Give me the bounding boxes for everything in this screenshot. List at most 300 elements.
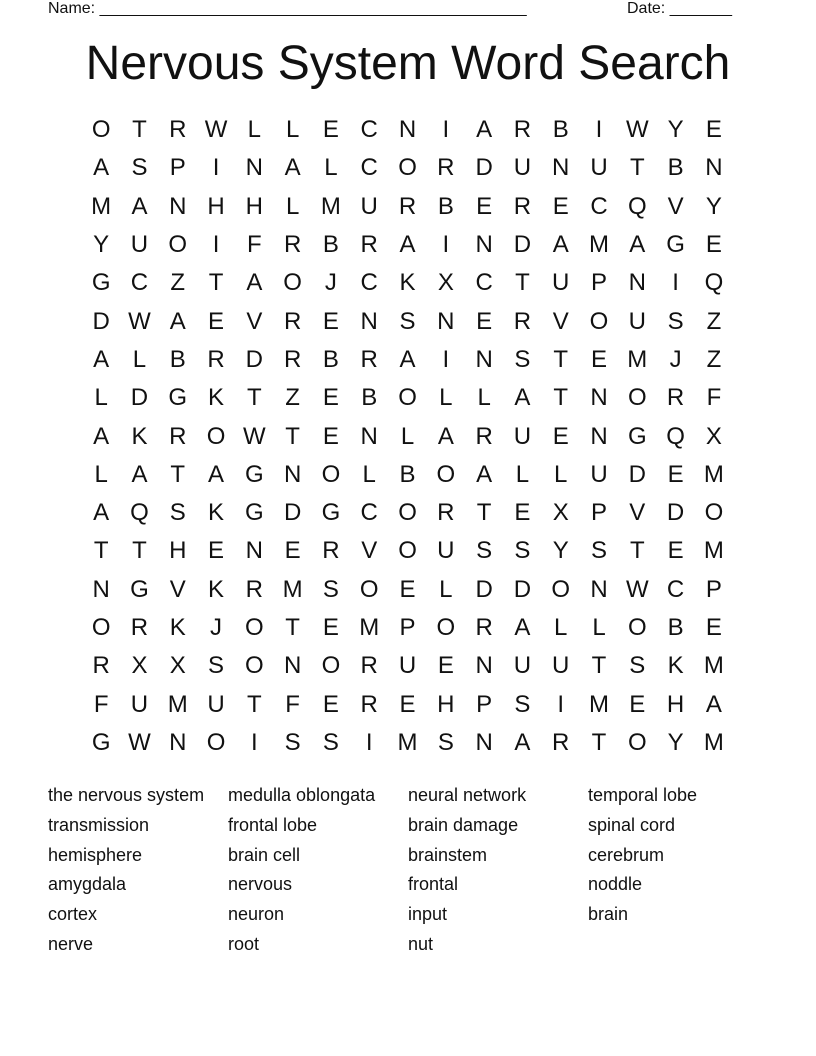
grid-letter: D	[666, 499, 685, 527]
grid-letter: K	[208, 499, 225, 527]
grid-letter: Q	[704, 269, 724, 297]
grid-letter: E	[322, 690, 339, 718]
grid-letter: T	[285, 422, 300, 450]
grid-letter: H	[666, 690, 685, 718]
grid-letter: C	[590, 192, 608, 220]
grid-letter: L	[94, 460, 108, 488]
grid-letter: A	[399, 231, 416, 259]
grid-letter: L	[554, 614, 568, 641]
grid-letter: Q	[666, 422, 685, 450]
grid-letter: R	[475, 422, 493, 450]
grid-letter: O	[321, 652, 341, 680]
grid-letter: S	[322, 728, 339, 756]
grid-letter: M	[91, 192, 112, 220]
grid-letter: I	[442, 116, 450, 144]
grid-letter: N	[169, 192, 187, 220]
date-field-label: Date: _______	[627, 0, 732, 17]
grid-letter: G	[666, 231, 685, 259]
grid-letter: W	[625, 116, 649, 144]
grid-letter: P	[169, 154, 186, 182]
grid-letter: N	[245, 537, 263, 565]
grid-letter: N	[169, 728, 187, 756]
grid-letter: S	[399, 307, 416, 335]
word-list-item: nerve	[48, 933, 94, 954]
word-list-item: cortex	[48, 904, 98, 925]
grid-letter: M	[397, 728, 418, 756]
word-list-item: root	[228, 933, 260, 954]
grid-letter: O	[398, 384, 417, 412]
grid-letter: I	[212, 231, 220, 259]
grid-letter: A	[476, 460, 493, 488]
grid-letter: M	[589, 690, 609, 718]
grid-letter: R	[398, 192, 417, 220]
grid-letter: C	[360, 499, 378, 527]
grid-letter: N	[552, 154, 570, 182]
grid-letter: V	[629, 499, 646, 527]
grid-letter: M	[703, 728, 724, 756]
grid-letter: A	[514, 614, 531, 641]
grid-letter: R	[475, 614, 493, 641]
grid-letter: A	[246, 269, 263, 297]
grid-letter: U	[513, 652, 532, 680]
grid-letter: R	[245, 575, 263, 603]
grid-letter: H	[245, 192, 263, 220]
page-title: Nervous System Word Search	[85, 37, 731, 90]
word-list-item: brain cell	[228, 844, 301, 865]
grid-letter: A	[93, 154, 110, 182]
grid-letter: G	[168, 384, 188, 412]
grid-letter: W	[128, 728, 151, 756]
grid-letter: T	[515, 269, 530, 297]
word-list-item: transmission	[48, 814, 150, 835]
grid-letter: B	[437, 192, 454, 220]
grid-letter: H	[207, 192, 225, 220]
grid-letter: B	[169, 345, 186, 373]
grid-letter: A	[552, 231, 569, 259]
grid-letter: E	[476, 192, 493, 220]
grid-letter: C	[130, 269, 149, 297]
grid-letter: N	[360, 422, 378, 450]
grid-letter: R	[283, 231, 302, 259]
grid-letter: R	[666, 384, 685, 412]
grid-letter: A	[476, 116, 493, 144]
grid-letter: D	[475, 575, 493, 603]
grid-letter: D	[475, 154, 493, 182]
word-list	[48, 781, 768, 960]
grid-letter: N	[360, 307, 378, 335]
grid-letter: V	[361, 537, 378, 565]
grid-letter: U	[513, 154, 532, 182]
grid-letter: R	[513, 192, 532, 220]
word-list-item: neural network	[408, 785, 527, 805]
word-list-item: noddle	[588, 874, 643, 895]
grid-letter: R	[552, 728, 570, 756]
grid-letter: U	[437, 537, 455, 565]
grid-letter: Y	[667, 116, 684, 144]
grid-letter: B	[361, 384, 378, 412]
grid-letter: K	[399, 269, 416, 297]
grid-letter: O	[321, 460, 341, 488]
grid-letter: R	[360, 231, 378, 259]
grid-letter: D	[245, 345, 263, 373]
grid-letter: E	[705, 231, 722, 259]
grid-letter: S	[169, 499, 186, 527]
grid-letter: O	[551, 575, 571, 603]
grid-letter: D	[92, 307, 110, 335]
grid-letter: R	[207, 345, 225, 373]
grid-letter: P	[399, 614, 416, 641]
grid-letter: E	[552, 192, 569, 220]
grid-letter: O	[627, 384, 647, 412]
grid-letter: O	[398, 537, 417, 565]
grid-letter: V	[552, 307, 569, 335]
grid-letter: I	[251, 728, 258, 756]
grid-letter: A	[629, 231, 646, 259]
grid-letter: A	[437, 422, 454, 450]
grid-letter: G	[245, 499, 264, 527]
grid-letter: I	[365, 728, 373, 756]
grid-letter: P	[705, 575, 722, 603]
word-list-item: temporal lobe	[588, 785, 698, 805]
word-list-item: medulla oblongata	[228, 785, 376, 805]
grid-letter: R	[283, 307, 302, 335]
grid-letter: W	[204, 116, 228, 144]
grid-letter: T	[247, 690, 262, 718]
grid-letter: V	[246, 307, 263, 335]
grid-letter: N	[283, 460, 302, 488]
grid-letter: E	[667, 537, 684, 565]
grid-letter: M	[282, 575, 303, 603]
word-list-item: brain damage	[408, 814, 519, 835]
grid-letter: S	[437, 728, 454, 756]
grid-letter: U	[552, 269, 570, 297]
grid-letter: A	[284, 154, 301, 182]
word-list-item: frontal	[408, 874, 459, 895]
grid-letter: W	[128, 307, 151, 335]
grid-letter: J	[324, 269, 337, 297]
grid-letter: M	[167, 690, 188, 718]
grid-letter: L	[362, 460, 376, 488]
grid-letter: B	[399, 460, 416, 488]
name-field-label: Name: ________________________________________________	[48, 0, 527, 17]
grid-letter: U	[360, 192, 378, 220]
grid-letter: O	[627, 614, 647, 641]
grid-letter: H	[169, 537, 187, 565]
grid-letter: K	[131, 422, 148, 450]
grid-letter: L	[477, 384, 491, 412]
grid-letter: R	[322, 537, 340, 565]
grid-letter: C	[666, 575, 685, 603]
grid-letter: Z	[706, 307, 722, 335]
grid-letter: I	[672, 269, 679, 297]
word-list-column	[588, 781, 768, 960]
grid-letter: V	[169, 575, 186, 603]
grid-letter: L	[324, 154, 338, 182]
grid-letter: U	[398, 652, 417, 680]
grid-letter: B	[667, 154, 684, 182]
grid-letter: T	[285, 614, 300, 641]
grid-letter: E	[208, 307, 225, 335]
grid-letter: M	[627, 345, 648, 373]
grid-letter: O	[245, 652, 264, 680]
word-list-item: neuron	[228, 904, 285, 925]
grid-letter: R	[130, 614, 149, 641]
grid-letter: N	[705, 154, 723, 182]
grid-letter: N	[590, 422, 608, 450]
grid-letter: Z	[170, 269, 186, 297]
grid-letter: U	[590, 154, 608, 182]
grid-letter: N	[398, 116, 417, 144]
grid-letter: O	[436, 460, 456, 488]
grid-letter: S	[514, 690, 531, 718]
grid-letter: O	[206, 422, 226, 450]
grid-letter: J	[669, 345, 682, 373]
grid-letter: O	[627, 728, 647, 756]
word-list-column	[228, 781, 408, 960]
grid-letter: S	[208, 652, 225, 680]
grid-letter: A	[399, 345, 416, 373]
grid-letter: D	[513, 231, 532, 259]
grid-letter: L	[554, 460, 568, 488]
grid-letter: R	[283, 345, 302, 373]
grid-letter: C	[360, 116, 378, 144]
grid-letter: S	[591, 537, 608, 565]
grid-letter: N	[92, 575, 110, 603]
grid-letter: Y	[93, 231, 110, 259]
grid-letter: F	[706, 384, 722, 412]
grid-letter: H	[437, 690, 455, 718]
grid-letter: T	[629, 537, 645, 565]
grid-letter: E	[322, 116, 339, 144]
grid-letter: S	[476, 537, 493, 565]
grid-letter: Y	[552, 537, 569, 565]
grid-letter: T	[132, 537, 147, 565]
grid-letter: U	[552, 652, 570, 680]
word-list-item: amygdala	[48, 874, 127, 895]
grid-letter: R	[92, 652, 110, 680]
grid-letter: O	[436, 614, 456, 641]
grid-letter: Z	[285, 384, 300, 412]
grid-letter: O	[91, 116, 111, 144]
grid-letter: F	[93, 690, 109, 718]
grid-letter: T	[132, 116, 147, 144]
word-list-item: the nervous system	[48, 785, 205, 805]
grid-letter: S	[514, 537, 531, 565]
grid-letter: T	[591, 728, 607, 756]
grid-letter: A	[131, 192, 148, 220]
grid-letter: S	[629, 652, 646, 680]
grid-letter: M	[359, 614, 380, 641]
word-list-item: cerebrum	[588, 844, 665, 865]
grid-letter: P	[476, 690, 493, 718]
grid-letter: O	[398, 499, 417, 527]
grid-letter: G	[91, 728, 111, 756]
grid-letter: D	[130, 384, 149, 412]
grid-letter: E	[591, 345, 608, 373]
word-list-item: frontal lobe	[228, 814, 318, 835]
grid-letter: I	[595, 116, 603, 144]
grid-letter: G	[245, 460, 264, 488]
grid-letter: N	[283, 652, 302, 680]
grid-letter: U	[130, 231, 149, 259]
grid-letter: R	[513, 116, 532, 144]
grid-letter: F	[285, 690, 300, 718]
grid-letter: C	[475, 269, 493, 297]
grid-letter: J	[210, 614, 223, 641]
grid-letter: L	[515, 460, 530, 488]
grid-letter: N	[475, 231, 493, 259]
grid-letter: I	[442, 345, 450, 373]
grid-letter: T	[553, 345, 569, 373]
grid-letter: U	[628, 307, 646, 335]
grid-letter: L	[439, 575, 453, 603]
grid-letter: L	[439, 384, 453, 412]
grid-letter: X	[437, 269, 454, 297]
letter-grid	[82, 111, 733, 762]
grid-letter: O	[245, 614, 264, 641]
word-list-column	[48, 781, 228, 960]
grid-letter: S	[284, 728, 301, 756]
grid-letter: T	[93, 537, 109, 565]
grid-letter: X	[169, 652, 186, 680]
grid-letter: M	[703, 460, 724, 488]
grid-letter: X	[131, 652, 148, 680]
grid-letter: E	[476, 307, 493, 335]
grid-letter: S	[131, 154, 148, 182]
grid-letter: O	[283, 269, 302, 297]
grid-letter: O	[168, 231, 188, 259]
grid-letter: P	[591, 269, 608, 297]
grid-letter: L	[400, 422, 415, 450]
grid-letter: N	[475, 345, 493, 373]
grid-letter: N	[475, 652, 493, 680]
grid-letter: I	[212, 154, 220, 182]
grid-letter: L	[285, 116, 300, 144]
word-list-item: nervous	[228, 874, 293, 895]
grid-letter: R	[360, 690, 378, 718]
grid-letter: R	[437, 154, 455, 182]
word-list-item: spinal cord	[588, 814, 676, 835]
word-list-column	[408, 781, 588, 960]
word-list-item: hemisphere	[48, 844, 143, 865]
grid-letter: A	[93, 422, 110, 450]
grid-letter: N	[628, 269, 646, 297]
grid-letter: C	[360, 269, 378, 297]
grid-letter: X	[552, 499, 569, 527]
grid-letter: E	[284, 537, 301, 565]
grid-letter: L	[94, 384, 108, 412]
word-list-item: nut	[408, 933, 434, 954]
grid-letter: M	[589, 231, 609, 259]
grid-letter: U	[207, 690, 225, 718]
grid-letter: N	[437, 307, 455, 335]
grid-letter: A	[93, 499, 110, 527]
grid-letter: E	[208, 537, 225, 565]
grid-letter: E	[322, 422, 339, 450]
grid-letter: N	[590, 384, 608, 412]
word-list-item: input	[408, 904, 448, 925]
grid-letter: O	[398, 154, 417, 182]
grid-letter: E	[399, 575, 416, 603]
grid-letter: B	[667, 614, 684, 641]
grid-letter: R	[513, 307, 532, 335]
grid-letter: E	[667, 460, 684, 488]
grid-letter: G	[130, 575, 149, 603]
grid-letter: N	[245, 154, 263, 182]
grid-letter: E	[322, 307, 339, 335]
grid-letter: S	[322, 575, 339, 603]
grid-letter: R	[360, 345, 378, 373]
grid-letter: M	[703, 537, 724, 565]
grid-letter: K	[169, 614, 186, 641]
grid-letter: Q	[130, 499, 149, 527]
grid-letter: E	[705, 116, 722, 144]
grid-letter: A	[208, 460, 225, 488]
grid-letter: B	[322, 345, 339, 373]
grid-letter: A	[93, 345, 110, 373]
grid-letter: T	[247, 384, 262, 412]
word-list-item: brainstem	[408, 844, 488, 865]
grid-letter: A	[514, 384, 531, 412]
grid-letter: P	[591, 499, 608, 527]
grid-letter: G	[321, 499, 341, 527]
grid-letter: U	[130, 690, 149, 718]
grid-letter: K	[208, 384, 225, 412]
grid-letter: K	[208, 575, 225, 603]
grid-letter: L	[285, 192, 300, 220]
grid-letter: R	[437, 499, 455, 527]
grid-letter: D	[283, 499, 302, 527]
grid-letter: R	[169, 422, 187, 450]
grid-letter: E	[437, 652, 454, 680]
grid-letter: Z	[706, 345, 722, 373]
grid-letter: K	[667, 652, 684, 680]
grid-letter: M	[703, 652, 724, 680]
grid-letter: O	[91, 614, 111, 641]
grid-letter: M	[320, 192, 341, 220]
grid-letter: W	[625, 575, 649, 603]
grid-letter: F	[247, 231, 262, 259]
grid-letter: G	[627, 422, 647, 450]
grid-letter: A	[705, 690, 722, 718]
grid-letter: E	[514, 499, 531, 527]
grid-letter: L	[592, 614, 606, 641]
grid-letter: B	[322, 231, 339, 259]
grid-letter: I	[557, 690, 565, 718]
grid-letter: W	[243, 422, 266, 450]
grid-letter: T	[629, 154, 645, 182]
grid-letter: X	[705, 422, 722, 450]
grid-letter: C	[360, 154, 378, 182]
grid-letter: T	[170, 460, 186, 488]
grid-letter: Y	[705, 192, 722, 220]
grid-letter: U	[590, 460, 608, 488]
word-list-item: brain	[588, 904, 629, 925]
grid-letter: Q	[627, 192, 647, 220]
grid-letter: T	[553, 384, 569, 412]
grid-letter: E	[552, 422, 569, 450]
grid-letter: T	[476, 499, 492, 527]
grid-letter: O	[589, 307, 609, 335]
grid-letter: O	[359, 575, 379, 603]
grid-letter: A	[169, 307, 186, 335]
grid-letter: N	[475, 728, 493, 756]
grid-letter: T	[591, 652, 607, 680]
grid-letter: G	[91, 269, 111, 297]
grid-letter: Y	[667, 728, 684, 756]
grid-letter: A	[131, 460, 148, 488]
grid-letter: E	[629, 690, 646, 718]
